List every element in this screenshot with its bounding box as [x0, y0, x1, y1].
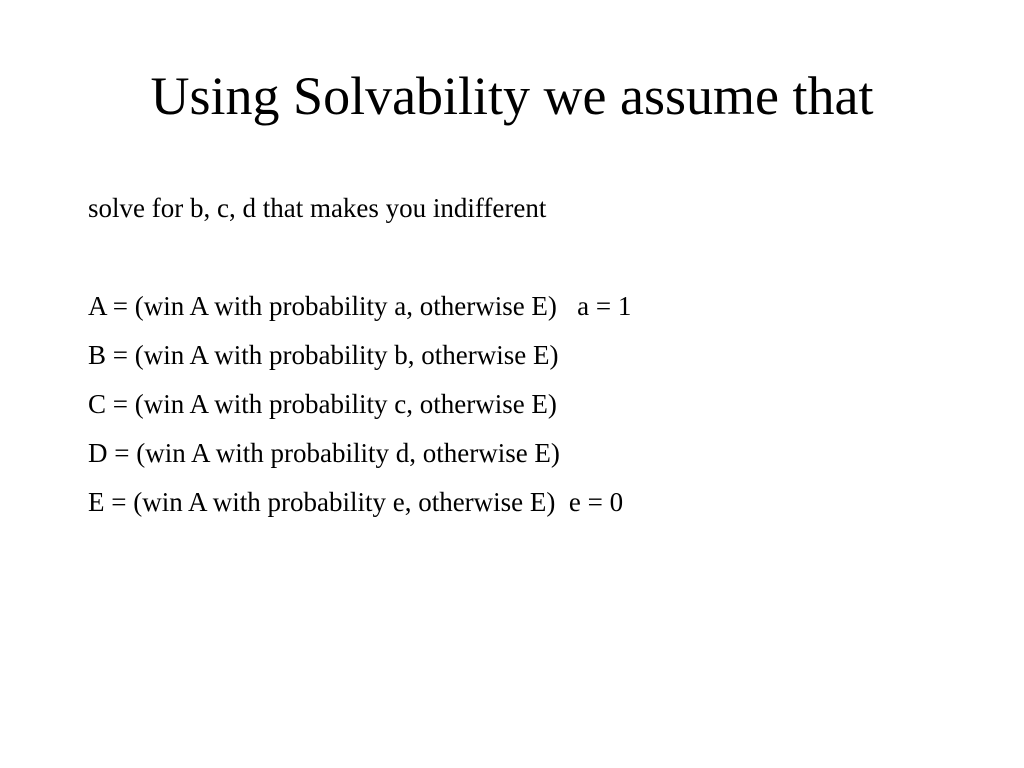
slide-title: Using Solvability we assume that — [150, 66, 874, 126]
intro-text: solve for b, c, d that makes you indifferent — [88, 193, 547, 223]
lottery-line-e: E = (win A with probability e, otherwise E) e = 0 — [88, 487, 624, 517]
lottery-line-c: C = (win A with probability c, otherwise E) — [88, 389, 557, 419]
slide-body — [88, 188, 988, 531]
spacer — [88, 237, 988, 286]
lottery-line-b: B = (win A with probability b, otherwise E) — [88, 340, 559, 370]
lottery-line-a: A = (win A with probability a, otherwise E) a = 1 — [88, 291, 632, 321]
lottery-line-d: D = (win A with probability d, otherwise E) — [88, 438, 560, 468]
